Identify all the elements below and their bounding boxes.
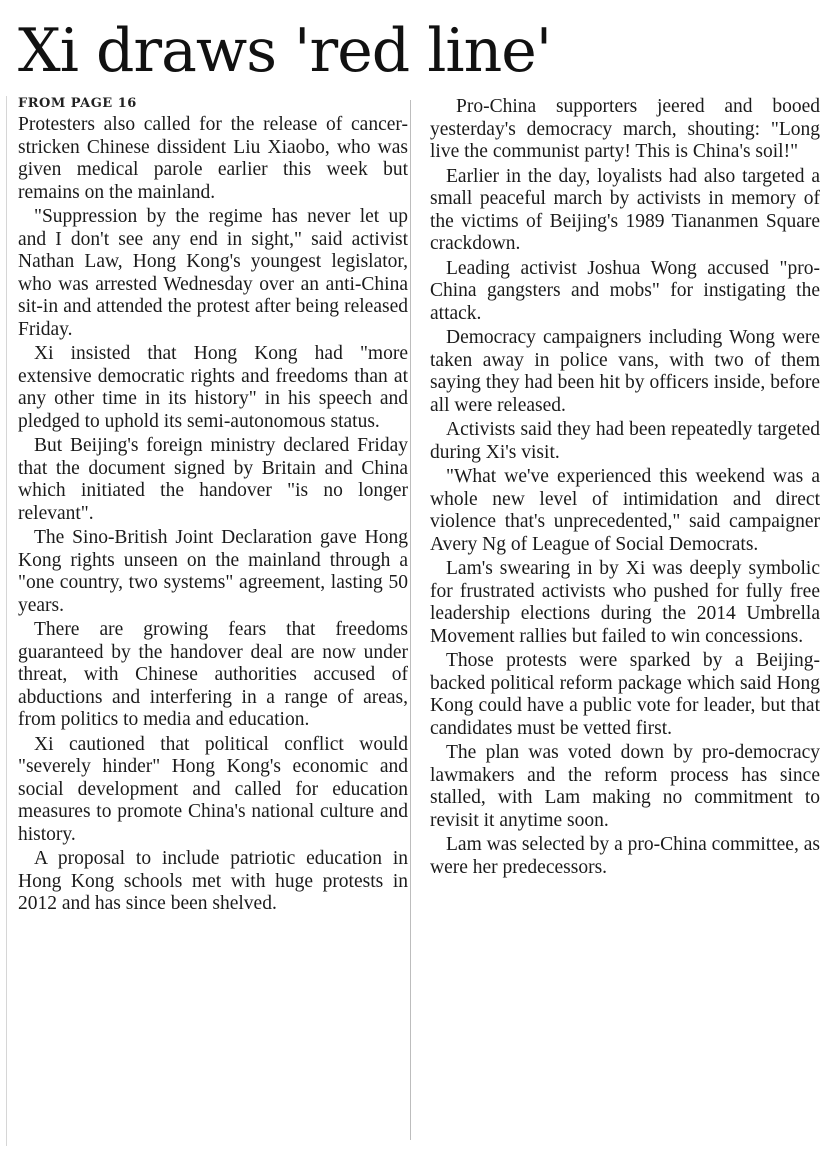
column-divider bbox=[410, 100, 411, 1140]
paragraph: "Suppression by the regime has never let up and I don't see any end in sight," said activist Nathan Law, Hong Kong's youngest legislator, who was arrested Wednesday over an anti-China sit-in and attended the protest after being released Friday. bbox=[18, 206, 408, 340]
paragraph: Earlier in the day, loyalists had also targeted a small peaceful march by activists in memory of the victims of Beijing's 1989 Tiananmen Square crackdown. bbox=[430, 165, 820, 254]
paragraph: Lam's swearing in by Xi was deeply symbolic for frustrated activists who pushed for fully free leadership elections during the 2014 Umbrella Movement rallies but failed to win concessions. bbox=[430, 558, 820, 647]
paragraph: Activists said they had been repeatedly targeted during Xi's visit. bbox=[430, 419, 820, 463]
paragraph: Protesters also called for the release of cancer-stricken Chinese dissident Liu Xiaobo, who was given medical parole earlier this week but remains on the mainland. bbox=[18, 114, 408, 203]
left-column bbox=[18, 96, 408, 918]
paragraph: The Sino-British Joint Declaration gave Hong Kong rights unseen on the mainland through a "one country, two systems" agreement, lasting 50 years. bbox=[18, 527, 408, 616]
paragraph: Those protests were sparked by a Beijing-backed political reform package which said Hong Kong could have a public vote for leader, but that candidates must be vetted first. bbox=[430, 650, 820, 739]
paragraph: Lam was selected by a pro-China committee, as were her predecessors. bbox=[430, 834, 820, 878]
paragraph: Xi insisted that Hong Kong had "more extensive democratic rights and freedoms than at any other time in its history" in his speech and pledged to uphold its semi-autonomous status. bbox=[18, 343, 408, 432]
paragraph: A proposal to include patriotic education in Hong Kong schools met with huge protests in 2012 and has since been shelved. bbox=[18, 848, 408, 914]
from-page-kicker: FROM PAGE 16 bbox=[18, 96, 137, 111]
paragraph: Leading activist Joshua Wong accused "pro-China gangsters and mobs" for instigating the attack. bbox=[430, 257, 820, 324]
paragraph: There are growing fears that freedoms guaranteed by the handover deal are now under threat, with Chinese authorities accused of abductions and interfering in a range of areas, from politics to media and education. bbox=[18, 619, 408, 730]
left-edge-rule bbox=[6, 96, 7, 1146]
right-column bbox=[430, 96, 820, 881]
headline: Xi draws 'red line' bbox=[18, 16, 552, 86]
paragraph: But Beijing's foreign ministry declared Friday that the document signed by Britain and China which initiated the handover "is no longer relevant". bbox=[18, 435, 408, 524]
paragraph: Democracy campaigners including Wong were taken away in police vans, with two of them saying they had been hit by officers inside, before all were released. bbox=[430, 327, 820, 416]
paragraph: Pro-China supporters jeered and booed yesterday's democracy march, shouting: "Long live the communist party! This is China's soil!" bbox=[430, 96, 820, 162]
paragraph: "What we've experienced this weekend was a whole new level of intimidation and direct violence that's unprecedented," said campaigner Avery Ng of League of Social Democrats. bbox=[430, 466, 820, 555]
paragraph: Xi cautioned that political conflict would "severely hinder" Hong Kong's economic and social development and called for education measures to promote China's national culture and history. bbox=[18, 733, 408, 845]
paragraph: The plan was voted down by pro-democracy lawmakers and the reform process has since stalled, with Lam making no commitment to revisit it anytime soon. bbox=[430, 742, 820, 831]
